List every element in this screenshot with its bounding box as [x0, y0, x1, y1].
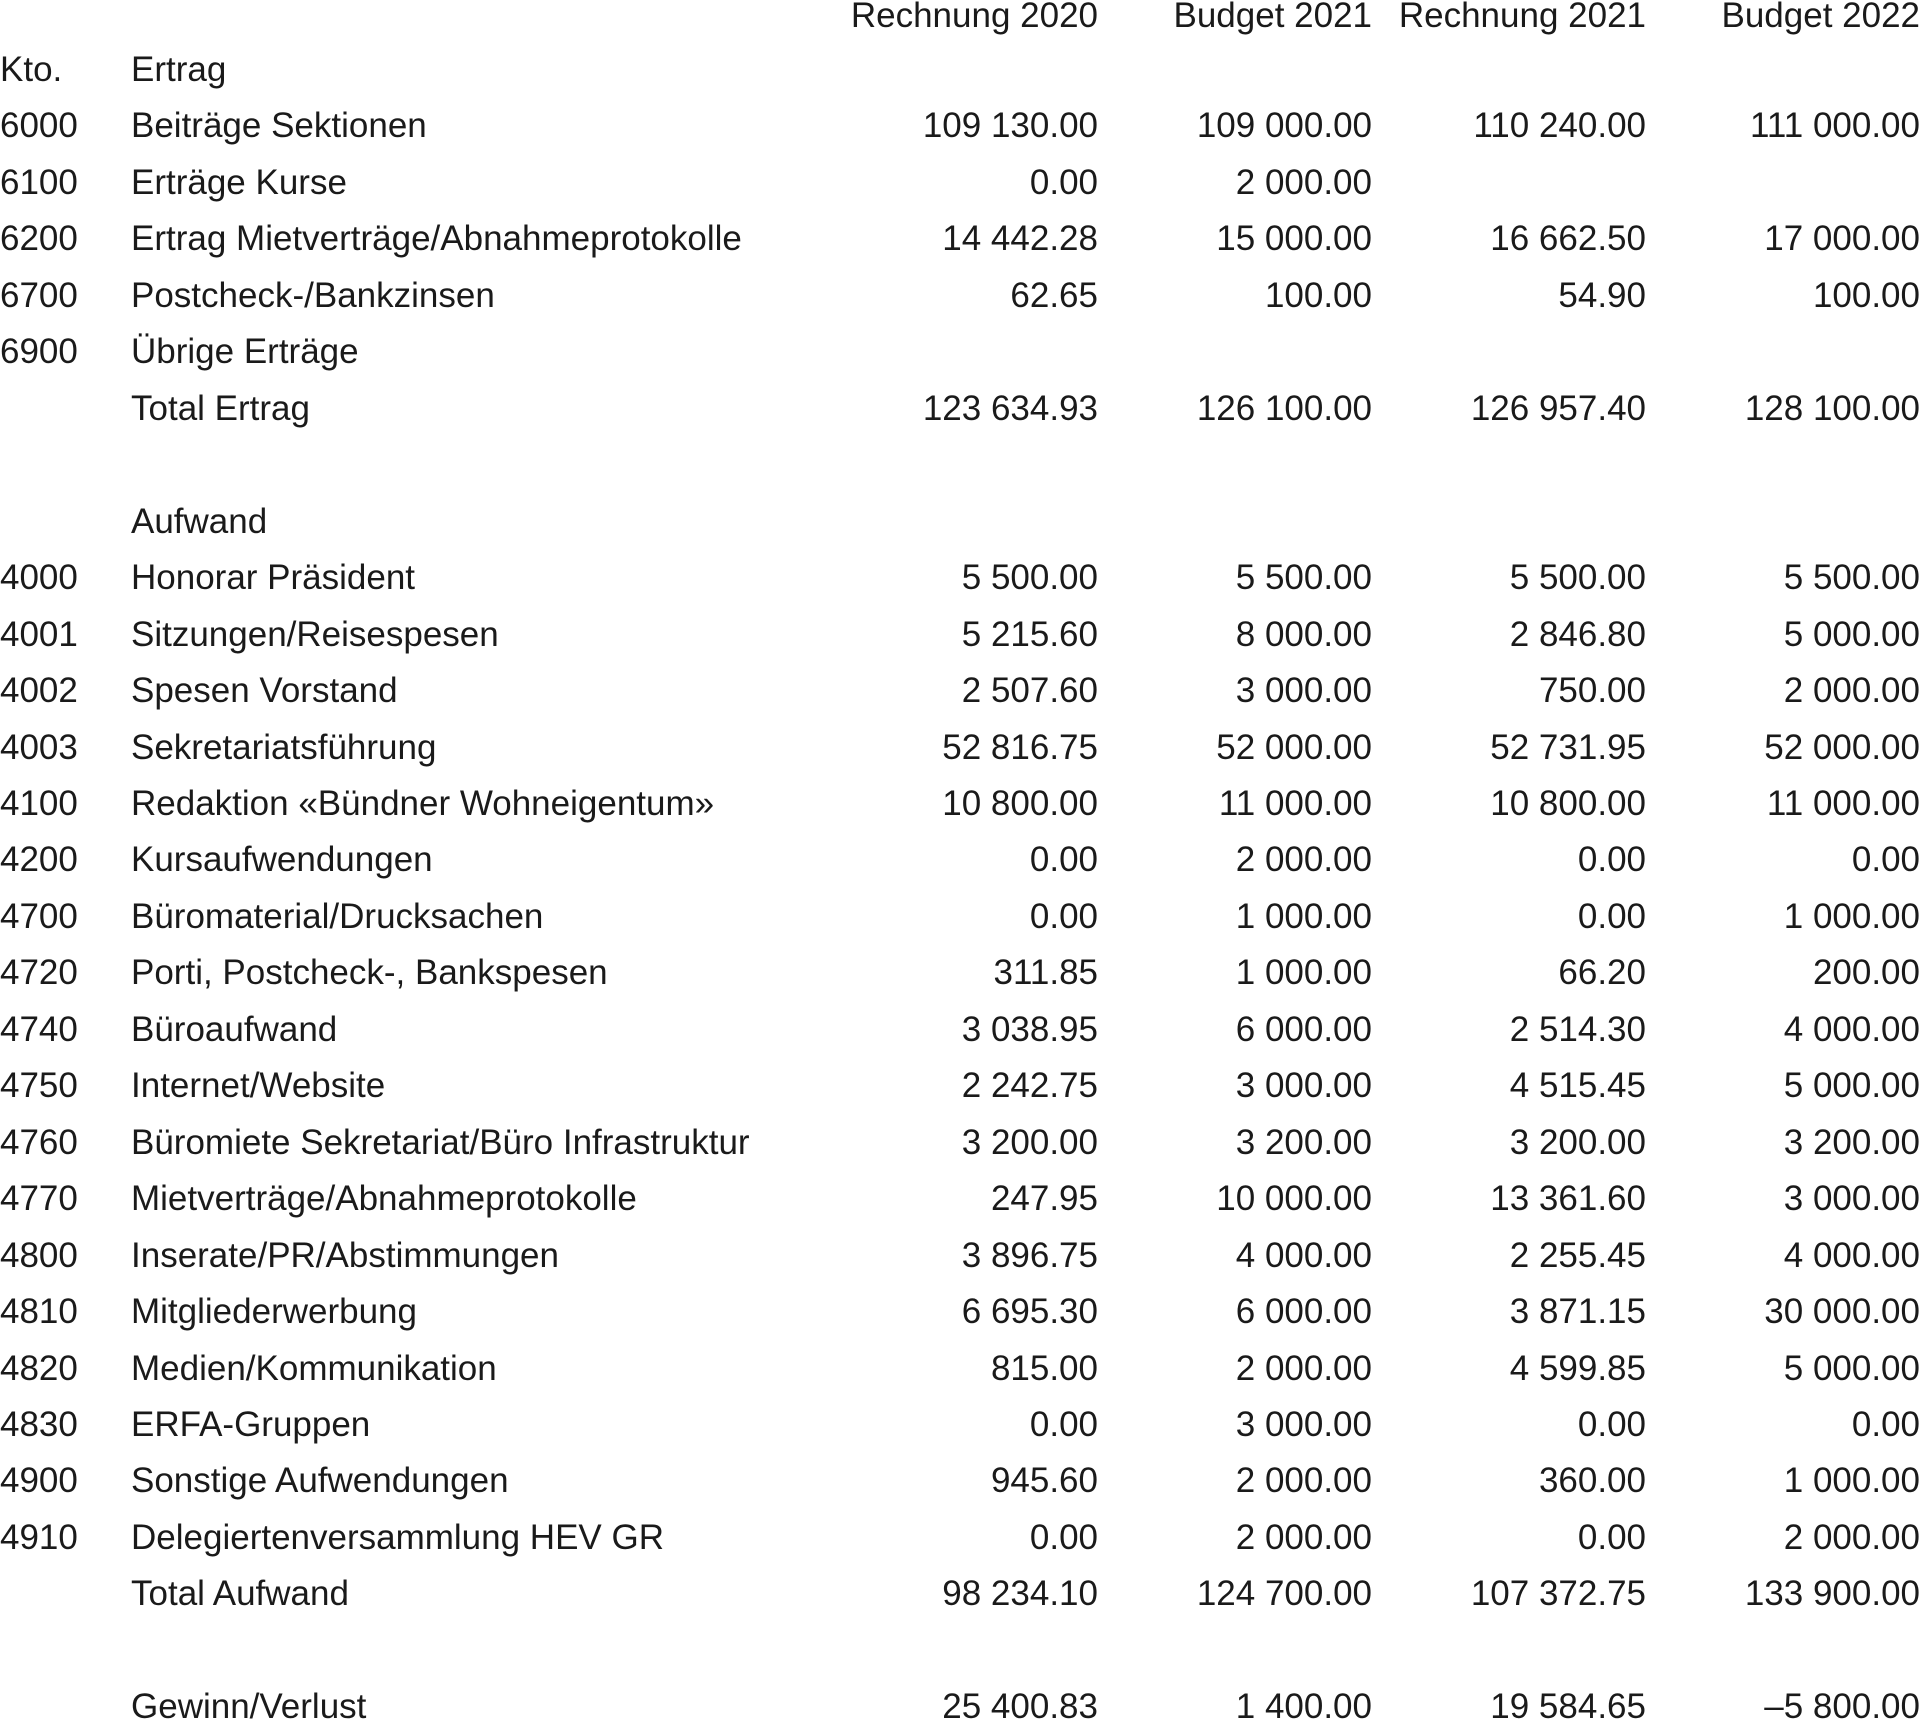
- value-rechnung-2021: 110 240.00: [1473, 106, 1646, 145]
- account-label: Sekretariatsführung: [131, 728, 437, 767]
- table-row: [0, 1341, 1920, 1397]
- value-rechnung-2020: 311.85: [993, 953, 1098, 992]
- total-ertrag-budget-2022: 128 100.00: [1744, 389, 1920, 428]
- value-budget-2022: 1 000.00: [1783, 897, 1920, 936]
- value-budget-2022: 3 000.00: [1783, 1179, 1920, 1218]
- value-rechnung-2021: [1386, 155, 1646, 211]
- account-number: 4740: [0, 1010, 78, 1049]
- table-row: [0, 98, 1920, 154]
- account-number: 4200: [0, 840, 78, 879]
- value-budget-2022: 111 000.00: [1750, 106, 1920, 145]
- account-number: 4720: [0, 953, 78, 992]
- total-ertrag-rechnung-2021: 126 957.40: [1470, 389, 1646, 428]
- value-rechnung-2021: 66.20: [1558, 953, 1646, 992]
- value-budget-2021: 109 000.00: [1196, 106, 1372, 145]
- aufwand-section-header: [0, 494, 1920, 550]
- value-rechnung-2020: 2 242.75: [961, 1066, 1098, 1105]
- value-rechnung-2021: 360.00: [1538, 1461, 1646, 1500]
- value-budget-2021: 1 000.00: [1235, 953, 1372, 992]
- section-title-aufwand: Aufwand: [131, 502, 268, 541]
- value-rechnung-2020: 3 200.00: [961, 1123, 1098, 1162]
- value-budget-2022: [1660, 324, 1920, 380]
- value-rechnung-2020: 3 038.95: [961, 1010, 1098, 1049]
- value-rechnung-2020: 815.00: [990, 1349, 1098, 1388]
- account-label: Inserate/PR/Abstimmungen: [131, 1236, 559, 1275]
- column-header-budget-2021: Budget 2021: [1173, 0, 1372, 35]
- value-rechnung-2020: 14 442.28: [942, 219, 1098, 258]
- value-budget-2021: 3 200.00: [1235, 1123, 1372, 1162]
- account-number: 4760: [0, 1123, 78, 1162]
- value-budget-2022: 2 000.00: [1783, 671, 1920, 710]
- value-rechnung-2020: 0.00: [1029, 1518, 1098, 1557]
- total-ertrag-rechnung-2020: 123 634.93: [922, 389, 1098, 428]
- table-row: [0, 1058, 1920, 1114]
- value-rechnung-2020: [838, 324, 1098, 380]
- table-row: [0, 155, 1920, 211]
- result-row: [0, 1679, 1920, 1735]
- value-budget-2022: 200.00: [1812, 953, 1920, 992]
- table-row: [0, 720, 1920, 776]
- total-ertrag-label: Total Ertrag: [131, 389, 310, 428]
- value-budget-2022: [1660, 155, 1920, 211]
- total-aufwand-budget-2022: 133 900.00: [1744, 1574, 1920, 1613]
- account-number: 4700: [0, 897, 78, 936]
- account-number: 6000: [0, 106, 78, 145]
- table-row: [0, 1115, 1920, 1171]
- value-budget-2021: 6 000.00: [1235, 1292, 1372, 1331]
- total-aufwand-rechnung-2020: 98 234.10: [942, 1574, 1098, 1613]
- total-aufwand-budget-2021: 124 700.00: [1196, 1574, 1372, 1613]
- value-rechnung-2020: 247.95: [990, 1179, 1098, 1218]
- value-rechnung-2021: 16 662.50: [1490, 219, 1646, 258]
- value-budget-2021: 4 000.00: [1235, 1236, 1372, 1275]
- account-label: Delegiertenversammlung HEV GR: [131, 1518, 664, 1557]
- account-number: 4100: [0, 784, 78, 823]
- total-ertrag-budget-2021: 126 100.00: [1196, 389, 1372, 428]
- result-budget-2022: –5 800.00: [1764, 1687, 1920, 1726]
- account-number: 4770: [0, 1179, 78, 1218]
- value-budget-2021: 10 000.00: [1216, 1179, 1372, 1218]
- value-rechnung-2020: 5 215.60: [961, 615, 1098, 654]
- value-budget-2022: 100.00: [1812, 276, 1920, 315]
- value-rechnung-2020: 10 800.00: [942, 784, 1098, 823]
- total-ertrag-row: [0, 381, 1920, 437]
- table-row: [0, 1397, 1920, 1453]
- value-rechnung-2021: 3 200.00: [1509, 1123, 1646, 1162]
- value-rechnung-2020: 3 896.75: [961, 1236, 1098, 1275]
- value-budget-2022: 5 500.00: [1783, 558, 1920, 597]
- result-rechnung-2020: 25 400.83: [942, 1687, 1098, 1726]
- value-rechnung-2021: 52 731.95: [1490, 728, 1646, 767]
- value-budget-2022: 52 000.00: [1764, 728, 1920, 767]
- account-number: 6900: [0, 332, 78, 371]
- account-number: 4810: [0, 1292, 78, 1331]
- table-row: [0, 1171, 1920, 1227]
- value-budget-2021: 3 000.00: [1235, 1405, 1372, 1444]
- value-rechnung-2021: 3 871.15: [1509, 1292, 1646, 1331]
- value-rechnung-2020: 6 695.30: [961, 1292, 1098, 1331]
- table-row: [0, 1284, 1920, 1340]
- value-budget-2022: 17 000.00: [1764, 219, 1920, 258]
- table-row: [0, 663, 1920, 719]
- value-budget-2022: 5 000.00: [1783, 615, 1920, 654]
- value-budget-2021: 3 000.00: [1235, 1066, 1372, 1105]
- value-budget-2021: 5 500.00: [1235, 558, 1372, 597]
- account-number: 4830: [0, 1405, 78, 1444]
- account-number: 4800: [0, 1236, 78, 1275]
- account-label: Büromaterial/Drucksachen: [131, 897, 544, 936]
- account-number: 4001: [0, 615, 78, 654]
- account-label: ERFA-Gruppen: [131, 1405, 371, 1444]
- value-rechnung-2020: 2 507.60: [961, 671, 1098, 710]
- account-number: 6200: [0, 219, 78, 258]
- column-header-rechnung-2020: Rechnung 2020: [850, 0, 1098, 35]
- account-label: Postcheck-/Bankzinsen: [131, 276, 495, 315]
- value-rechnung-2020: 109 130.00: [922, 106, 1098, 145]
- value-budget-2021: 3 000.00: [1235, 671, 1372, 710]
- column-header-rechnung-2021: Rechnung 2021: [1398, 0, 1646, 35]
- value-rechnung-2021: 2 255.45: [1509, 1236, 1646, 1275]
- section-title-ertrag: Ertrag: [131, 50, 227, 89]
- value-rechnung-2021: 10 800.00: [1490, 784, 1646, 823]
- account-number: 4000: [0, 558, 78, 597]
- value-rechnung-2021: 13 361.60: [1490, 1179, 1646, 1218]
- account-label: Ertrag Mietverträge/Abnahmeprotokolle: [131, 219, 742, 258]
- table-row: [0, 1002, 1920, 1058]
- value-rechnung-2020: 0.00: [1029, 1405, 1098, 1444]
- account-label: Porti, Postcheck-, Bankspesen: [131, 953, 608, 992]
- account-label: Sonstige Aufwendungen: [131, 1461, 509, 1500]
- value-budget-2022: 3 200.00: [1783, 1123, 1920, 1162]
- value-rechnung-2021: [1386, 324, 1646, 380]
- value-rechnung-2021: 2 514.30: [1509, 1010, 1646, 1049]
- value-budget-2021: 2 000.00: [1235, 1461, 1372, 1500]
- value-budget-2021: 11 000.00: [1218, 784, 1372, 823]
- total-aufwand-rechnung-2021: 107 372.75: [1470, 1574, 1646, 1613]
- account-label: Mietverträge/Abnahmeprotokolle: [131, 1179, 637, 1218]
- table-row: [0, 776, 1920, 832]
- account-label: Sitzungen/Reisespesen: [131, 615, 499, 654]
- account-number: 4910: [0, 1518, 78, 1557]
- column-header-budget-2022: Budget 2022: [1721, 0, 1920, 35]
- value-budget-2021: 2 000.00: [1235, 1349, 1372, 1388]
- value-rechnung-2021: 4 599.85: [1509, 1349, 1646, 1388]
- value-budget-2022: 30 000.00: [1764, 1292, 1920, 1331]
- value-rechnung-2021: 4 515.45: [1509, 1066, 1646, 1105]
- value-budget-2021: [1112, 324, 1372, 380]
- value-budget-2022: 5 000.00: [1783, 1349, 1920, 1388]
- table-row: [0, 889, 1920, 945]
- value-budget-2022: 0.00: [1851, 1405, 1920, 1444]
- account-label: Honorar Präsident: [131, 558, 416, 597]
- total-aufwand-row: [0, 1566, 1920, 1622]
- value-rechnung-2021: 0.00: [1577, 1405, 1646, 1444]
- result-rechnung-2021: 19 584.65: [1490, 1687, 1646, 1726]
- value-budget-2021: 8 000.00: [1235, 615, 1372, 654]
- value-rechnung-2021: 2 846.80: [1509, 615, 1646, 654]
- value-budget-2021: 1 000.00: [1235, 897, 1372, 936]
- account-label: Büromiete Sekretariat/Büro Infrastruktur: [131, 1123, 750, 1162]
- account-number: 4002: [0, 671, 78, 710]
- kto-header: Kto.: [0, 50, 63, 89]
- total-aufwand-label: Total Aufwand: [131, 1574, 349, 1613]
- value-rechnung-2021: 5 500.00: [1509, 558, 1646, 597]
- account-label: Erträge Kurse: [131, 163, 347, 202]
- column-header-row: [0, 0, 1920, 44]
- value-budget-2022: 1 000.00: [1783, 1461, 1920, 1500]
- account-label: Übrige Erträge: [131, 332, 359, 371]
- account-number: 4900: [0, 1461, 78, 1500]
- value-budget-2022: 2 000.00: [1783, 1518, 1920, 1557]
- value-rechnung-2021: 0.00: [1577, 897, 1646, 936]
- value-rechnung-2021: 750.00: [1538, 671, 1646, 710]
- account-number: 6700: [0, 276, 78, 315]
- value-budget-2022: 4 000.00: [1783, 1236, 1920, 1275]
- table-row: [0, 211, 1920, 267]
- result-budget-2021: 1 400.00: [1235, 1687, 1372, 1726]
- value-rechnung-2020: 945.60: [990, 1461, 1098, 1500]
- value-rechnung-2020: 52 816.75: [942, 728, 1098, 767]
- value-budget-2021: 15 000.00: [1216, 219, 1372, 258]
- value-rechnung-2020: 0.00: [1029, 163, 1098, 202]
- value-rechnung-2021: 0.00: [1577, 1518, 1646, 1557]
- value-rechnung-2020: 0.00: [1029, 897, 1098, 936]
- table-row: [0, 324, 1920, 380]
- value-budget-2021: 52 000.00: [1216, 728, 1372, 767]
- value-budget-2021: 2 000.00: [1235, 1518, 1372, 1557]
- value-budget-2022: 4 000.00: [1783, 1010, 1920, 1049]
- account-label: Büroaufwand: [131, 1010, 338, 1049]
- value-budget-2021: 2 000.00: [1235, 163, 1372, 202]
- value-budget-2021: 100.00: [1264, 276, 1372, 315]
- account-label: Beiträge Sektionen: [131, 106, 427, 145]
- account-number: 4750: [0, 1066, 78, 1105]
- value-rechnung-2020: 62.65: [1010, 276, 1098, 315]
- table-row: [0, 1453, 1920, 1509]
- value-rechnung-2020: 5 500.00: [961, 558, 1098, 597]
- account-label: Redaktion «Bündner Wohneigentum»: [131, 784, 715, 823]
- account-number: 6100: [0, 163, 78, 202]
- account-label: Medien/Kommunikation: [131, 1349, 497, 1388]
- table-row: [0, 550, 1920, 606]
- table-row: [0, 1510, 1920, 1566]
- value-budget-2022: 0.00: [1851, 840, 1920, 879]
- value-budget-2021: 2 000.00: [1235, 840, 1372, 879]
- value-rechnung-2021: 0.00: [1577, 840, 1646, 879]
- table-row: [0, 832, 1920, 888]
- account-label: Kursaufwendungen: [131, 840, 433, 879]
- result-label: Gewinn/Verlust: [131, 1687, 367, 1726]
- account-number: 4003: [0, 728, 78, 767]
- account-label: Internet/Website: [131, 1066, 386, 1105]
- table-row: [0, 268, 1920, 324]
- table-row: [0, 1228, 1920, 1284]
- table-row: [0, 945, 1920, 1001]
- account-number: 4820: [0, 1349, 78, 1388]
- table-row: [0, 607, 1920, 663]
- value-budget-2022: 5 000.00: [1783, 1066, 1920, 1105]
- account-label: Spesen Vorstand: [131, 671, 398, 710]
- ertrag-section-header: [0, 42, 1920, 98]
- value-rechnung-2020: 0.00: [1029, 840, 1098, 879]
- account-label: Mitgliederwerbung: [131, 1292, 417, 1331]
- value-rechnung-2021: 54.90: [1558, 276, 1646, 315]
- value-budget-2022: 11 000.00: [1766, 784, 1920, 823]
- value-budget-2021: 6 000.00: [1235, 1010, 1372, 1049]
